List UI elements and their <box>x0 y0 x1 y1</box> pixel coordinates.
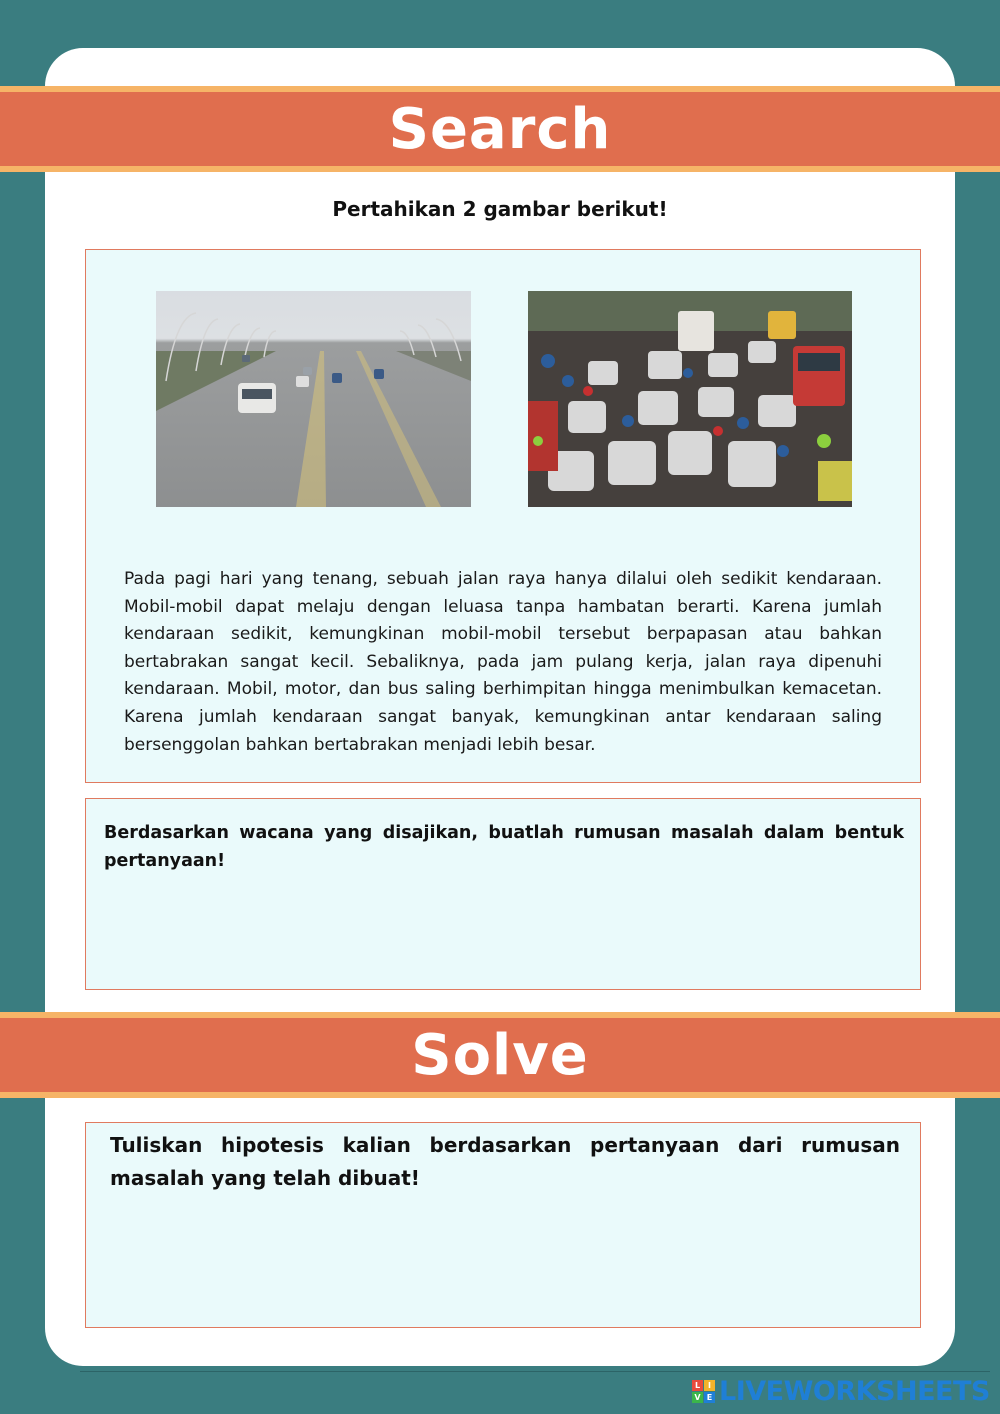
hypothesis-prompt: Tuliskan hipotesis kalian berdasarkan pertanyaan dari rumusan masalah yang telah dibuat! <box>110 1133 900 1190</box>
footer-divider <box>80 1371 990 1372</box>
instruction-text: Pertahikan 2 gambar berikut! <box>332 197 668 221</box>
liveworksheets-logo <box>692 1376 990 1406</box>
liveworksheets-icon: L I V E <box>692 1380 715 1403</box>
hypothesis-box[interactable] <box>85 1122 921 1328</box>
liveworksheets-brand: LIVEWORKSHEETS <box>719 1375 990 1407</box>
solve-title: Solve <box>411 1022 589 1088</box>
reading-passage: Pada pagi hari yang tenang, sebuah jalan raya hanya dilalui oleh sedikit kendaraan. Mobil-mobil dapat melaju dengan leluasa tanpa hambatan berarti. Karena jumlah kendaraan sedikit, kemungkinan mobil-mobil tersebut berpapasan atau bahkan bertabrakan sangat kecil. Sebaliknya, pada jam pulang kerja, jalan raya dipenuhi kendaraan. Mobil, motor, dan bus saling berhimpitan hingga menimbulkan kemacetan. Karena jumlah kendaraan sangat banyak, kemungkinan antar kendaraan saling bersenggolan bahkan bertabrakan menjadi lebih besar. <box>124 569 882 755</box>
search-title: Search <box>388 96 612 162</box>
problem-formulation-box[interactable] <box>85 798 921 990</box>
solve-banner <box>0 1012 1000 1098</box>
traffic-jam-photo <box>528 291 852 507</box>
empty-road-photo <box>156 291 471 507</box>
search-banner <box>0 86 1000 172</box>
traffic-jam-illustration <box>528 291 852 507</box>
problem-question: Berdasarkan wacana yang disajikan, buatlah rumusan masalah dalam bentuk pertanyaan! <box>104 823 904 871</box>
reading-panel <box>85 249 921 783</box>
empty-road-illustration <box>156 291 471 507</box>
